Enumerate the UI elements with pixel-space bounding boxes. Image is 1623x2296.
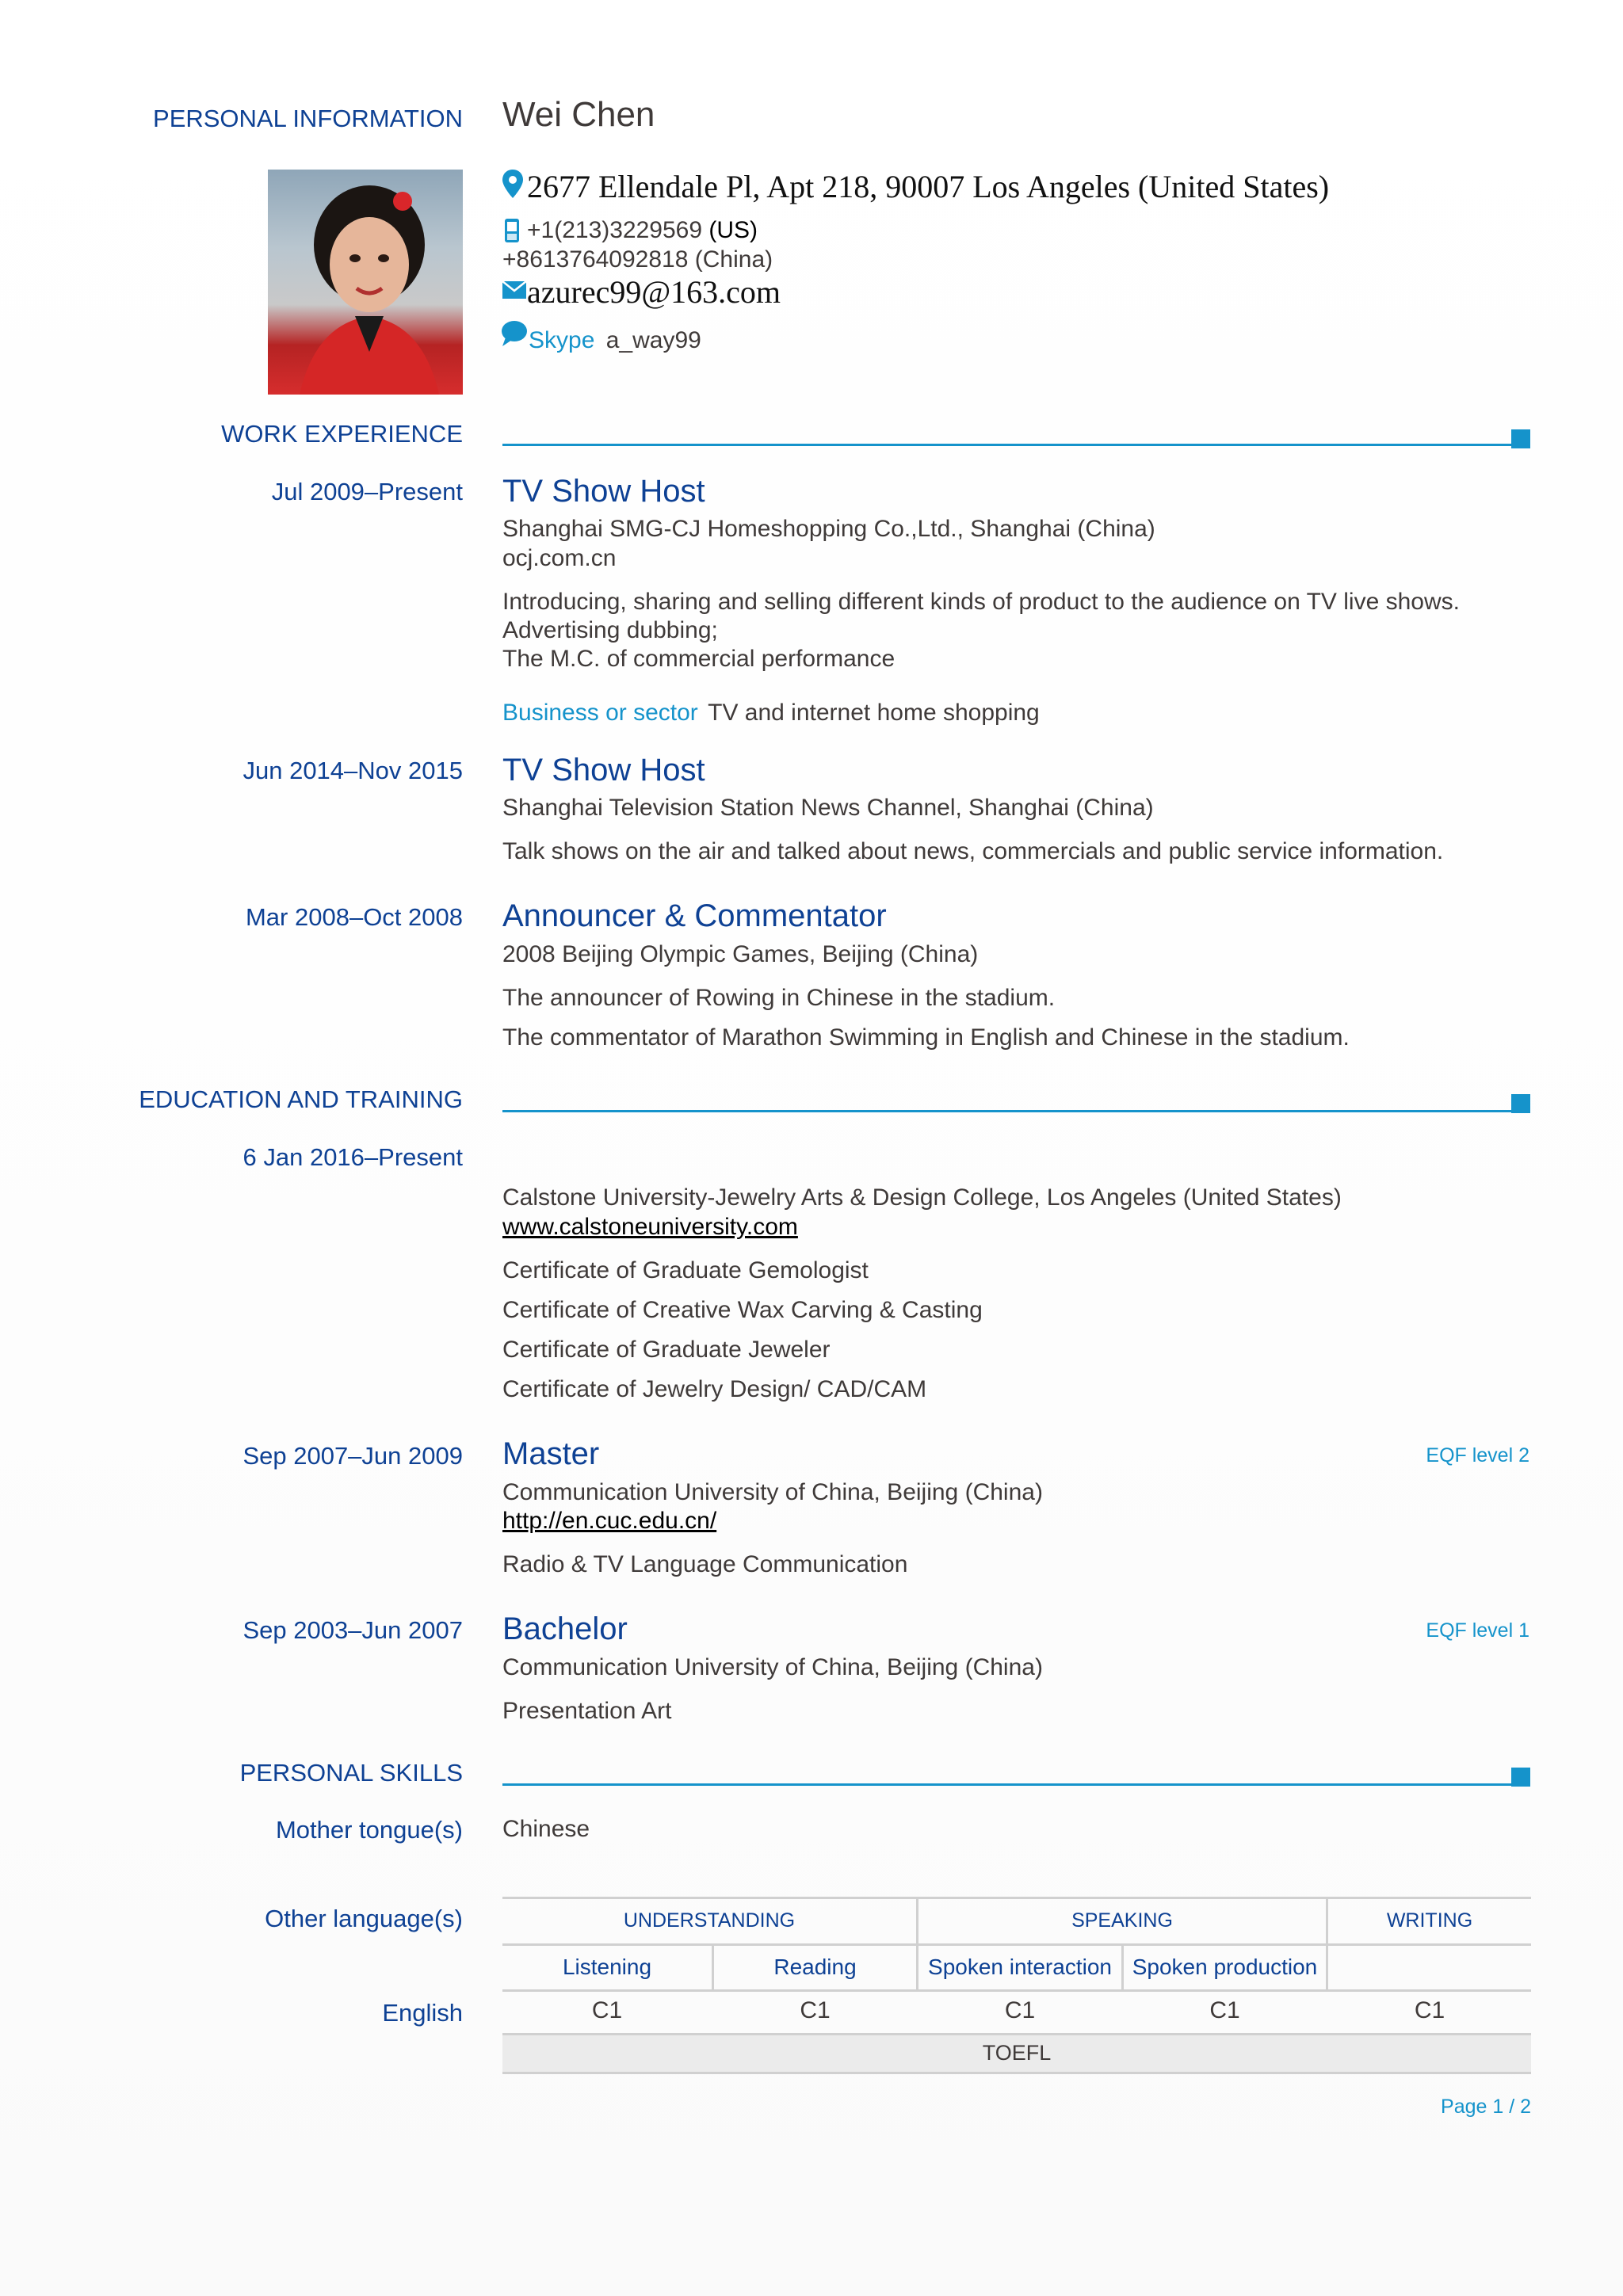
portrait-illustration <box>268 170 463 395</box>
certificate-item: Certificate of Graduate Gemologist <box>502 1257 869 1283</box>
mother-tongue-label: Mother tongue(s) <box>275 1816 463 1844</box>
eqf-level: EQF level 1 <box>1426 1619 1529 1642</box>
phone-china: +8613764092818 (China) <box>502 246 773 273</box>
subheader-spoken-interaction: Spoken interaction <box>928 1955 1112 1979</box>
level-writing: C1 <box>1414 1997 1445 2023</box>
chat-bubble-icon <box>501 320 528 347</box>
job-employer: 2008 Beijing Olympic Games, Beijing (China) <box>502 941 979 967</box>
phone-us-number: +1(213)3229569 <box>527 217 703 243</box>
job-title: TV Show Host <box>502 753 705 788</box>
personal-skills-heading: PERSONAL SKILLS <box>239 1759 463 1787</box>
job-title: Announcer & Commentator <box>502 898 887 933</box>
job-website[interactable]: ocj.com.cn <box>502 545 617 571</box>
phone-us-suffix: (US) <box>708 217 758 243</box>
address: 2677 Ellendale Pl, Apt 218, 90007 Los Angeles (United States) <box>527 169 1330 204</box>
section-marker <box>1511 1768 1530 1787</box>
job-description-line: Talk shows on the air and talked about news, commercials and public service information. <box>502 838 1444 864</box>
table-rule <box>502 1897 1531 1899</box>
header-speaking: SPEAKING <box>1071 1909 1173 1932</box>
table-rule <box>502 1943 1531 1946</box>
job-description-line: Introducing, sharing and selling different kinds of product to the audience on TV live shows. <box>502 589 1460 615</box>
mother-tongue-value: Chinese <box>502 1816 590 1842</box>
level-spoken-production: C1 <box>1209 1997 1240 2023</box>
section-rule <box>502 1110 1514 1112</box>
education-subject: Presentation Art <box>502 1698 672 1724</box>
subheader-reading: Reading <box>773 1955 857 1979</box>
job-employer: Shanghai Television Station News Channel, Shanghai (China) <box>502 795 1154 821</box>
business-sector-label: Business or sector <box>502 700 698 726</box>
education-heading: EDUCATION AND TRAINING <box>139 1085 463 1113</box>
skype-label: Skype <box>529 327 595 353</box>
language-name: English <box>382 1999 463 2027</box>
envelope-icon <box>502 281 526 299</box>
job-description-line: Advertising dubbing; <box>502 617 718 643</box>
education-website-link[interactable]: http://en.cuc.edu.cn/ <box>502 1508 717 1534</box>
job-description-line: The announcer of Rowing in Chinese in the stadium. <box>502 985 1056 1011</box>
job-description-line: The commentator of Marathon Swimming in English and Chinese in the stadium. <box>502 1024 1350 1051</box>
eqf-level: EQF level 2 <box>1426 1444 1529 1466</box>
location-icon <box>502 170 523 198</box>
certificate-item: Certificate of Creative Wax Carving & Casting <box>502 1297 983 1323</box>
job-dates: Mar 2008–Oct 2008 <box>245 903 463 931</box>
education-org: Communication University of China, Beijing (China) <box>502 1654 1043 1680</box>
business-sector <box>502 700 1040 727</box>
email-address[interactable]: azurec99@163.com <box>527 274 781 310</box>
job-employer: Shanghai SMG-CJ Homeshopping Co.,Ltd., Shanghai (China) <box>502 516 1155 542</box>
section-rule <box>502 444 1514 446</box>
table-rule <box>502 2072 1531 2074</box>
page-number: Page 1 / 2 <box>1441 2096 1531 2118</box>
person-name: Wei Chen <box>502 95 655 134</box>
profile-photo <box>268 170 463 395</box>
job-description-line: The M.C. of commercial performance <box>502 646 896 672</box>
level-listening: C1 <box>591 1997 623 2023</box>
certificate-item: Certificate of Graduate Jeweler <box>502 1337 831 1363</box>
education-subject: Radio & TV Language Communication <box>502 1551 908 1577</box>
level-spoken-interaction: C1 <box>1004 1997 1036 2023</box>
phone-us <box>527 217 758 244</box>
education-dates: Sep 2007–Jun 2009 <box>242 1442 463 1470</box>
business-sector-value: TV and internet home shopping <box>708 700 1040 726</box>
header-writing: WRITING <box>1386 1909 1473 1932</box>
skype-line <box>529 327 701 354</box>
job-dates: Jun 2014–Nov 2015 <box>242 757 463 784</box>
section-marker <box>1511 1094 1530 1113</box>
subheader-spoken-production: Spoken production <box>1132 1955 1318 1979</box>
job-dates: Jul 2009–Present <box>271 478 463 505</box>
mobile-phone-icon <box>504 218 520 243</box>
header-understanding: UNDERSTANDING <box>623 1909 796 1932</box>
other-languages-label: Other language(s) <box>265 1905 463 1932</box>
education-title: Master <box>502 1436 600 1471</box>
education-org: Calstone University-Jewelry Arts & Design College, Los Angeles (United States) <box>502 1184 1342 1211</box>
table-rule <box>502 2033 1531 2035</box>
work-experience-heading: WORK EXPERIENCE <box>221 420 463 448</box>
education-org: Communication University of China, Beijing (China) <box>502 1479 1043 1505</box>
section-marker <box>1511 429 1530 448</box>
section-rule <box>502 1783 1514 1786</box>
job-title: TV Show Host <box>502 474 705 509</box>
personal-info-heading: PERSONAL INFORMATION <box>153 105 463 132</box>
subheader-listening: Listening <box>562 1955 652 1979</box>
skype-value: a_way99 <box>605 327 701 353</box>
education-dates: Sep 2003–Jun 2007 <box>242 1616 463 1644</box>
certificate-item: Certificate of Jewelry Design/ CAD/CAM <box>502 1376 927 1402</box>
table-rule <box>502 1989 1531 1992</box>
education-title: Bachelor <box>502 1611 628 1646</box>
education-dates: 6 Jan 2016–Present <box>242 1143 463 1171</box>
level-reading: C1 <box>800 1997 831 2023</box>
education-website-link[interactable]: www.calstoneuniversity.com <box>502 1214 798 1240</box>
language-certificate: TOEFL <box>982 2041 1052 2065</box>
